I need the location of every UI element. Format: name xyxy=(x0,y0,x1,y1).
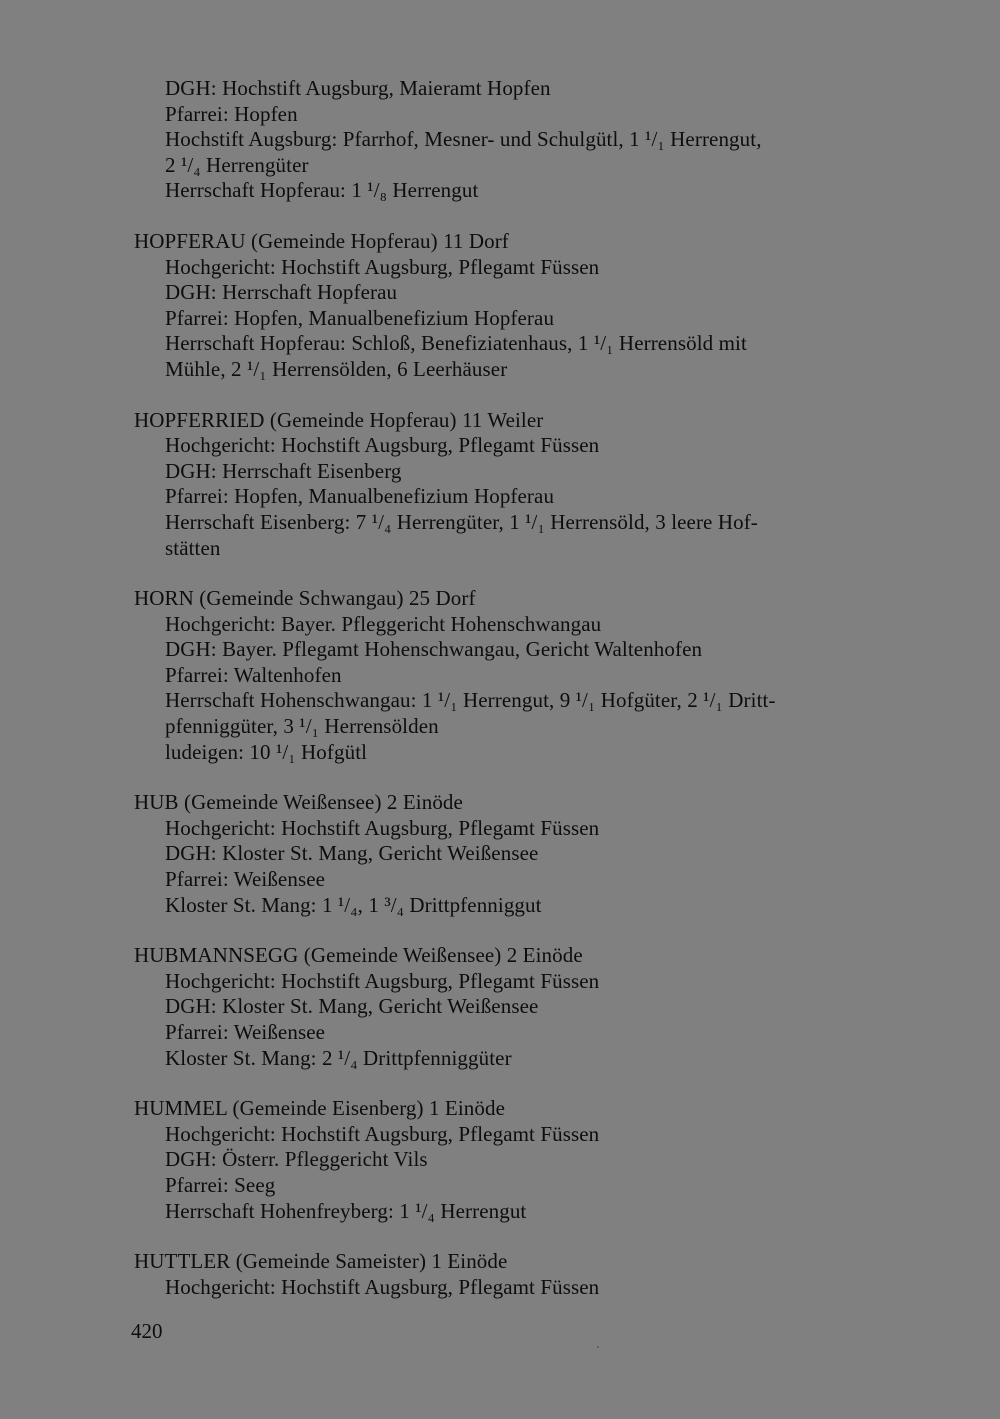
entry-line: Pfarrei: Waltenhofen xyxy=(165,662,342,687)
entry-line: Pfarrei: Hopfen, Manualbenefizium Hopferau xyxy=(165,305,555,330)
entry-line xyxy=(134,127,869,153)
entry-hopferried xyxy=(134,408,874,562)
entry-line: DGH: Herrschaft Eisenberg xyxy=(165,458,402,483)
entry-heading: HORN (Gemeinde Schwangau) 25 Dorf xyxy=(134,586,476,611)
entry-line: Pfarrei: Hopfen xyxy=(165,101,298,126)
entry-line: Herrschaft Hopferau: 1 ¹/₈ Herrengut xyxy=(165,178,479,203)
scan-speck xyxy=(597,1346,599,1348)
entry-hubmannsegg xyxy=(134,943,874,1071)
entry-line: Hochgericht: Bayer. Pfleggericht Hohenschwangau xyxy=(165,611,602,636)
entry-line: DGH: Österr. Pfleggericht Vils xyxy=(165,1147,428,1172)
entry-line: Pfarrei: Weißensee xyxy=(165,867,326,892)
entry-line: Hochgericht: Hochstift Augsburg, Pflegamt Füssen xyxy=(165,433,600,458)
entry-line: Herrschaft Hohenfreyberg: 1 ¹/₄ Herrengut xyxy=(165,1198,527,1223)
entry-line: Herrschaft Eisenberg: 7 ¹/₄ Herrengüter, 1 ¹/₁ Herrensöld, 3 leere Hof- xyxy=(165,509,758,534)
entry-line: pfenniggüter, 3 ¹/₁ Herrensölden xyxy=(165,714,439,739)
page-content xyxy=(134,76,874,1300)
entry-hummel xyxy=(134,1096,874,1224)
entry-line: Hochgericht: Hochstift Augsburg, Pflegamt Füssen xyxy=(165,254,600,279)
entry-huttler xyxy=(134,1249,874,1300)
entry-line: Mühle, 2 ¹/₁ Herrensölden, 6 Leerhäuser xyxy=(165,356,508,381)
entry-line: Pfarrei: Seeg xyxy=(165,1172,276,1197)
entry-heading: HUMMEL (Gemeinde Eisenberg) 1 Einöde xyxy=(134,1096,506,1121)
entry-line: Pfarrei: Hopfen, Manualbenefizium Hopferau xyxy=(165,484,555,509)
entry-line: Herrschaft Hohenschwangau: 1 ¹/₁ Herrengut, 9 ¹/₁ Hofgüter, 2 ¹/₁ Dritt- xyxy=(165,688,776,713)
entry-continuation xyxy=(134,76,874,204)
entry-line: ludeigen: 10 ¹/₁ Hofgütl xyxy=(165,739,368,764)
entry-line: DGH: Bayer. Pflegamt Hohenschwangau, Gericht Waltenhofen xyxy=(165,637,703,662)
entry-line: Hochgericht: Hochstift Augsburg, Pflegamt Füssen xyxy=(165,968,600,993)
entry-line: Hochgericht: Hochstift Augsburg, Pflegamt Füssen xyxy=(165,815,600,840)
entry-line: DGH: Herrschaft Hopferau xyxy=(165,280,398,305)
entry-line: Hochgericht: Hochstift Augsburg, Pflegamt Füssen xyxy=(165,1274,600,1299)
entry-line: DGH: Hochstift Augsburg, Maieramt Hopfen xyxy=(165,76,551,100)
entry-heading: HOPFERRIED (Gemeinde Hopferau) 11 Weiler xyxy=(134,407,544,432)
entry-line-text: Hochstift Augsburg: Pfarrhof, Mesner- und Schulgütl, 1 ¹/₁ Herrengut, xyxy=(165,127,762,152)
entry-line: Kloster St. Mang: 2 ¹/₄ Drittpfenniggüter xyxy=(165,1045,512,1070)
entry-line: Pfarrei: Weißensee xyxy=(165,1020,326,1044)
entry-line: 2 ¹/₄ Herrengüter xyxy=(165,152,309,177)
entry-heading: HUB (Gemeinde Weißensee) 2 Einöde xyxy=(134,790,463,815)
entry-heading: HUTTLER (Gemeinde Sameister) 1 Einöde xyxy=(134,1249,508,1274)
entry-line: Hochgericht: Hochstift Augsburg, Pflegamt Füssen xyxy=(165,1121,600,1146)
entry-line: DGH: Kloster St. Mang, Gericht Weißensee xyxy=(165,841,539,866)
entry-line: Kloster St. Mang: 1 ¹/₄, 1 ³/₄ Drittpfenniggut xyxy=(165,892,542,917)
page-number: 420 xyxy=(131,1319,163,1343)
entry-line: Herrschaft Hopferau: Schloß, Benefiziatenhaus, 1 ¹/₁ Herrensöld mit xyxy=(165,331,747,356)
entry-heading: HUBMANNSEGG (Gemeinde Weißensee) 2 Einöde xyxy=(134,943,583,968)
entry-hub xyxy=(134,790,874,918)
entry-hopferau xyxy=(134,229,874,383)
entry-heading: HOPFERAU (Gemeinde Hopferau) 11 Dorf xyxy=(134,228,509,253)
entry-line: DGH: Kloster St. Mang, Gericht Weißensee xyxy=(165,994,539,1019)
entry-line: stätten xyxy=(165,535,221,560)
entry-horn xyxy=(134,586,874,765)
